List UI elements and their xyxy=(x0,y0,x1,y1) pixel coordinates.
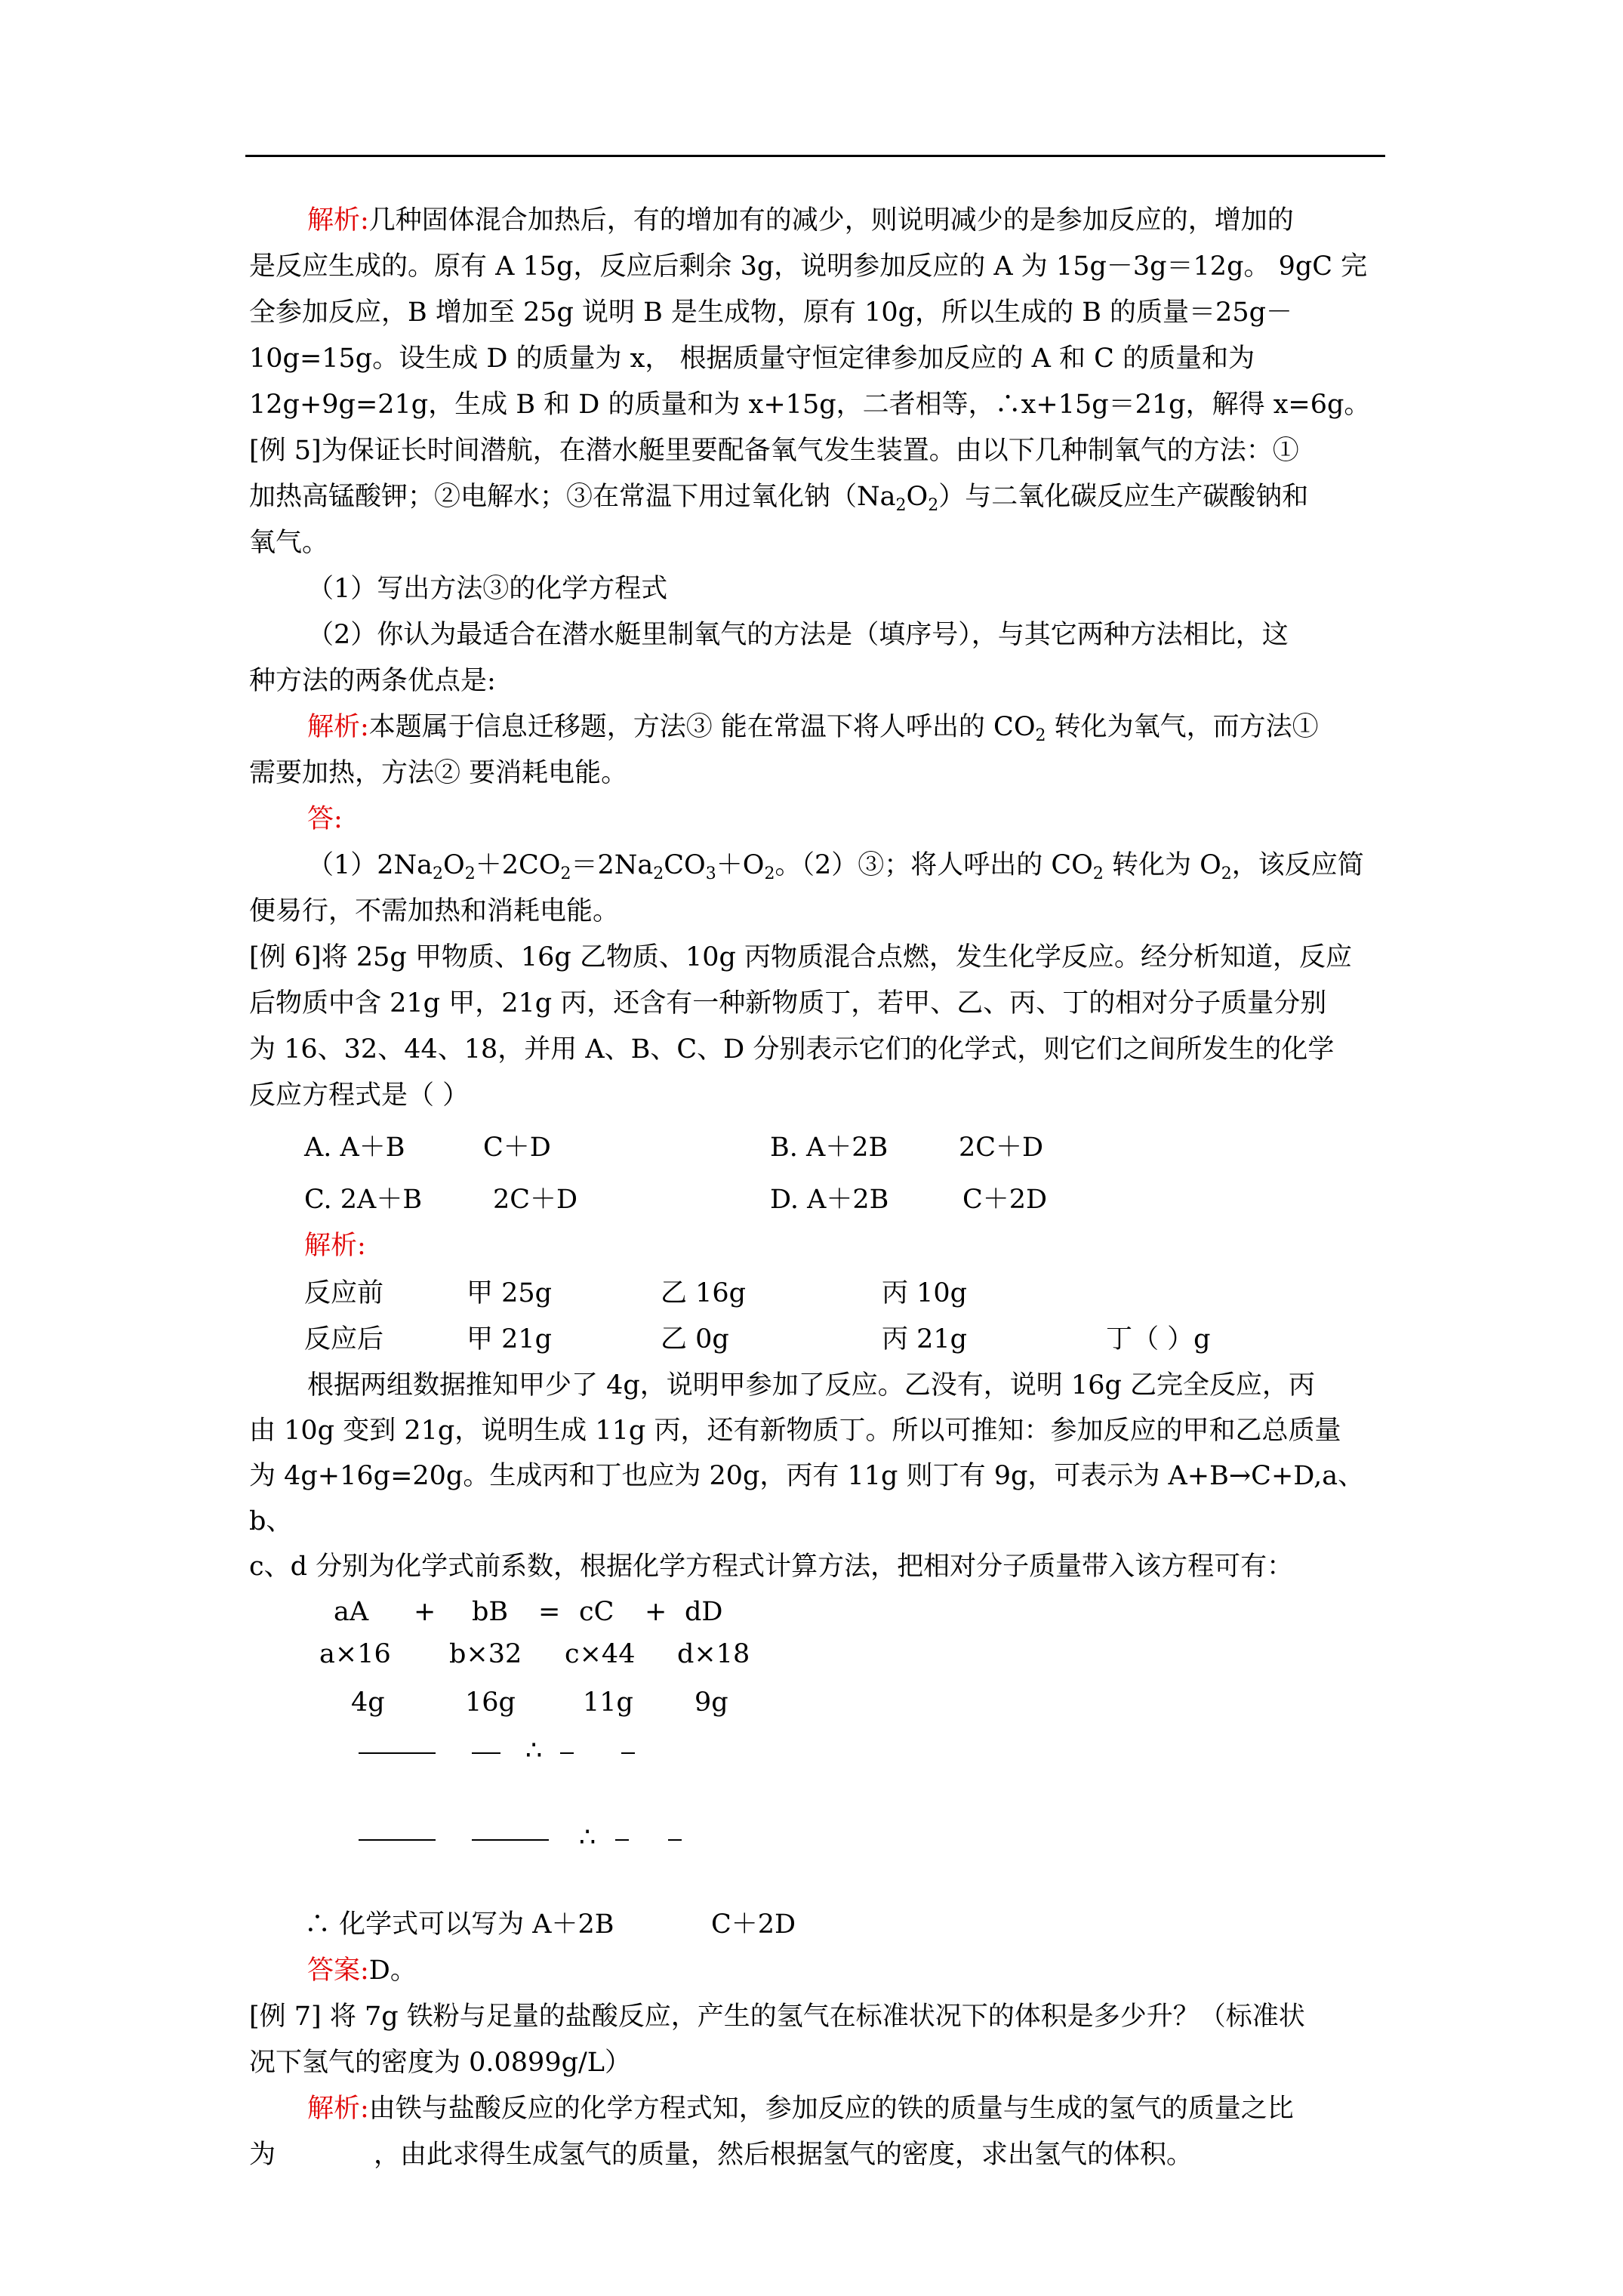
ex5-analysis-line: 解析:本题属于信息迁移题，方法③ 能在常温下将人呼出的 $CO_2$ 转化为氧气，而方法① xyxy=(307,712,1319,745)
ex6-analysis-p4: c、d 分别为化学式前系数，根据化学方程式计算方法，把相对分子质量带入该方程可有： xyxy=(249,1552,1294,1582)
ex5-question-line-2: 加热高锰酸钾；②电解水；③在常温下用过氧化钠$(Na_2O_2)$与二氧化碳反应生产碳酸钠和 xyxy=(249,482,1309,515)
option-c: C. 2A＋B xyxy=(304,1185,423,1215)
ex6-options-row-1: A. A＋B C＋D B. A＋2B 2C＋D xyxy=(249,1125,1397,1171)
ex5-question-line-3: 氧气。 xyxy=(249,528,329,558)
ex6-question-line-1: [例 6]将 25g 甲物质、16g 乙物质、10g 丙物质混合点燃，发生化学反应。经分析知道，反应 xyxy=(249,942,1353,972)
ex5-analysis-line-2: 需要加热，方法② 要消耗电能。 xyxy=(249,758,628,788)
ex4-analysis-line: 解析:几种固体混合加热后，有的增加有的减少，则说明减少的是参加反应的，增加的 xyxy=(307,205,1294,236)
ex6-mass-row: a×16 b×32 c×44 d×18 xyxy=(319,1639,750,1669)
ex5-answer-line-2: 便易行，不需加热和消耗电能。 xyxy=(249,896,620,926)
ex6-conclusion: ∴ 化学式可以写为 A＋2B C＋2D xyxy=(304,1909,796,1940)
analysis-label: 解析: xyxy=(307,205,369,236)
ex6-question-line-2: 后物质中含 21g 甲，21g 丙，还含有一种新物质丁，若甲、乙、丙、丁的相对分子质量分别 xyxy=(249,988,1327,1019)
ex7-question-line-1: [例 7] 将 7g 铁粉与足量的盐酸反应，产生的氢气在标准状况下的体积是多少升？（标准状 xyxy=(249,2002,1305,2032)
document-body xyxy=(249,198,1397,2178)
ex5-answer-equation: $(1)2Na_2O_2+2CO_2=2Na_2CO_3+O_2$。（2）③；将人呼出的 $CO_2$ 转化为 $O_2$，该反应简 xyxy=(307,850,1364,883)
ex7-analysis-line-2: 为 ，由此求得生成氢气的质量，然后根据氢气的密度，求出氢气的体积。 xyxy=(249,2140,1193,2170)
ex6-options-row-2: C. 2A＋B 2C＋D D. A＋2B C＋2D xyxy=(249,1177,1397,1223)
header-rule xyxy=(245,155,1385,157)
ex6-equation-row: aA + bB = cC + dD xyxy=(334,1597,723,1627)
ex7-question-line-2: 况下氢气的密度为 0.0899g/L） xyxy=(249,2048,632,2078)
ex5-subquestion-1: （1）写出方法③的化学方程式 xyxy=(307,574,668,604)
ex4-line-4: 10g=15g。设生成 D 的质量为 x， 根据质量守恒定律参加反应的 A 和 C 的质量和为 xyxy=(249,344,1255,374)
option-b: B. A＋2B xyxy=(770,1133,888,1163)
ex6-before-row: 反应前 甲 25g 乙 16g 丙 10g xyxy=(304,1278,968,1308)
ex5-question-line-1: [例 5]为保证长时间潜航，在潜水艇里要配备氧气发生装置。由以下几种制氧气的方法：① xyxy=(249,436,1299,466)
ex6-after-row: 反应后 甲 21g 乙 0g 丙 21g 丁（ ）g xyxy=(304,1324,1211,1354)
ex6-analysis-p3: 为 4g+16g=20g。生成丙和丁也应为 20g，丙有 11g 则丁有 9g，可表示为 A+B→C+D,a、b、 xyxy=(249,1461,1365,1536)
ex6-analysis-label-row xyxy=(249,1223,1397,1269)
ex6-fraction-row-2 xyxy=(249,1815,1397,1902)
ex6-question-line-3: 为 16、32、44、18，并用 A、B、C、D 分别表示它们的化学式，则它们之间所发生的化学 xyxy=(249,1034,1335,1065)
ex4-line-3: 全参加反应，B 增加至 25g 说明 B 是生成物，原有 10g，所以生成的 B 的质量＝25g－ xyxy=(249,297,1292,328)
ex7-analysis-line: 解析:由铁与盐酸反应的化学方程式知，参加反应的铁的质量与生成的氢气的质量之比 xyxy=(307,2094,1294,2124)
option-d: D. A＋2B xyxy=(770,1185,889,1215)
analysis-label: 解析: xyxy=(307,2094,369,2124)
ex5-subquestion-2: （2）你认为最适合在潜水艇里制氧气的方法是（填序号），与其它两种方法相比，这 xyxy=(307,620,1289,650)
ex6-fraction-row-1 xyxy=(249,1728,1397,1815)
ex4-line-5: 12g+9g=21g，生成 B 和 D 的质量和为 x+15g，二者相等，∴x+15g＝21g，解得 x=6g。 xyxy=(249,390,1371,420)
ex6-answer: 答案:D。 xyxy=(307,1955,417,1986)
analysis-label: 解析: xyxy=(307,712,369,742)
therefore-symbol: ∴ xyxy=(525,1736,543,1766)
ex6-grams-row: 4g 16g 11g 9g xyxy=(351,1687,728,1718)
therefore-symbol: ∴ xyxy=(579,1823,596,1853)
ex6-analysis-p1: 根据两组数据推知甲少了 4g，说明甲参加了反应。乙没有，说明 16g 乙完全反应，丙 xyxy=(307,1370,1315,1401)
ex5-subquestion-2-cont: 种方法的两条优点是: xyxy=(249,666,496,696)
option-a: A. A＋B xyxy=(304,1133,405,1163)
ex5-answer-label: 答: xyxy=(307,804,343,834)
ex6-question-line-4: 反应方程式是（ ） xyxy=(249,1080,470,1111)
ex6-analysis-p2: 由 10g 变到 21g，说明生成 11g 丙，还有新物质丁。所以可推知：参加反应的甲和乙总质量 xyxy=(249,1416,1341,1446)
analysis-label: 解析: xyxy=(304,1231,366,1261)
ex4-line-2: 是反应生成的。原有 A 15g，反应后剩余 3g，说明参加反应的 A 为 15g－3g＝12g。 9gC 完 xyxy=(249,251,1368,282)
